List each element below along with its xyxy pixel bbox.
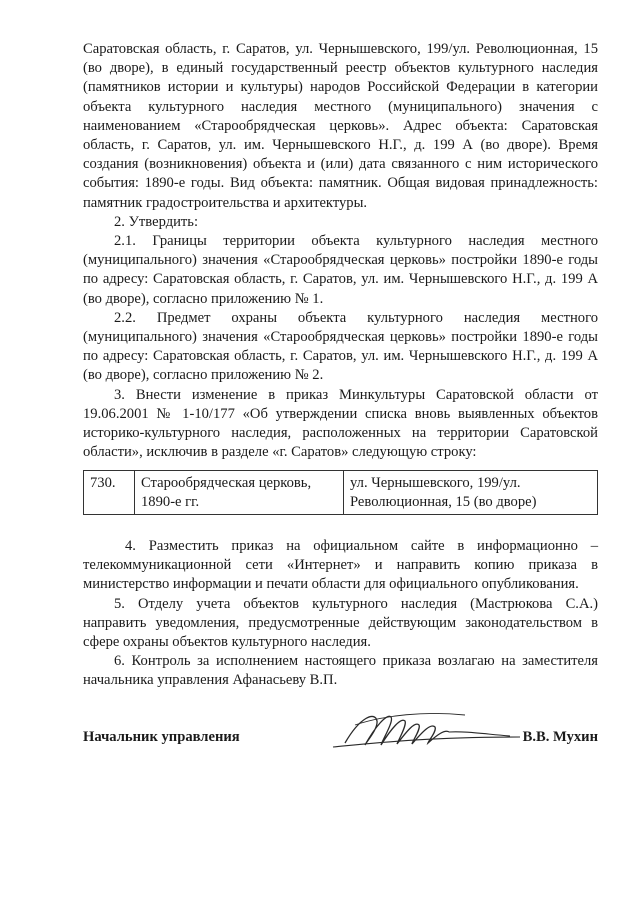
excluded-row-table — [83, 470, 598, 515]
table-cell-name: Старообрядческая церковь, 1890-е гг. — [135, 471, 344, 515]
paragraph-publish: 4. Разместить приказ на официальном сайте в информационно – телекоммуникационной сети «Интернет» и направить копию приказа в министерство информации и печати области для официального опубликования. — [83, 538, 598, 593]
signature-block — [83, 727, 598, 757]
handwritten-signature — [315, 707, 520, 752]
signatory-name: В.В. Мухин — [522, 729, 598, 745]
signatory-position: Начальник управления — [83, 729, 240, 745]
table-cell-address: ул. Чернышевского, 199/ул. Революционная, 15 (во дворе) — [344, 471, 598, 515]
paragraph-approve: 2. Утвердить: — [114, 213, 199, 230]
table-cell-number: 730. — [84, 471, 135, 515]
paragraph-protection-subject: 2.2. Предмет охраны объекта культурного наследия местного (муниципального) значения «Старообрядческая церковь» постройки 1890-е годы по адресу: Саратовская область, г. Саратов, ул. им. Чернышевского Н.Г., д. 199 А (во дворе), согласно приложению № 2. — [83, 309, 598, 384]
document-body-bottom — [83, 537, 598, 691]
paragraph-notifications: 5. Отделу учета объектов культурного наследия (Мастрюкова С.А.) направить уведомления, предусмотренные действующим законодательством в сфере охраны объектов культурного наследия. — [83, 595, 598, 651]
paragraph-registry: Саратовская область, г. Саратов, ул. Чернышевского, 199/ул. Революционная, 15 (во дворе), в единый государственный реестр объектов культурного наследия (памятников истории и культуры) народов Российской Федерации в категории объекта культурного наследия местного (муниципального) значения с наименованием «Старообрядческая церковь». Адрес объекта: Саратовская область, г. Саратов, ул. им. Чернышевского Н.Г., д. 199 А (во дворе). Время создания (возникновения) объекта и (или) дата связанного с ним исторического события: 1890-е годы. Вид объекта: памятник. Общая видовая принадлежность: памятник градостроительства и архитектуры. — [83, 41, 598, 211]
document-body-top — [83, 40, 598, 462]
paragraph-boundaries: 2.1. Границы территории объекта культурного наследия местного (муниципального) значения «Старообрядческая церковь» постройки 1890-е годы по адресу: Саратовская область, г. Саратов, ул. им. Чернышевского Н.Г., д. 199 А (во дворе), согласно приложению № 1. — [83, 233, 598, 307]
paragraph-amendment: 3. Внести изменение в приказ Минкультуры Саратовской области от 19.06.2001 № 1-10/177 «Об утверждении списка вновь выявленных объектов историко-культурного наследия, расположенных на территории Саратовской области», исключив в разделе «г. Саратов» следующую строку: — [83, 386, 598, 461]
table-row — [84, 471, 598, 515]
paragraph-control: 6. Контроль за исполнением настоящего приказа возлагаю на заместителя начальника управления Афанасьеву В.П. — [83, 653, 598, 689]
